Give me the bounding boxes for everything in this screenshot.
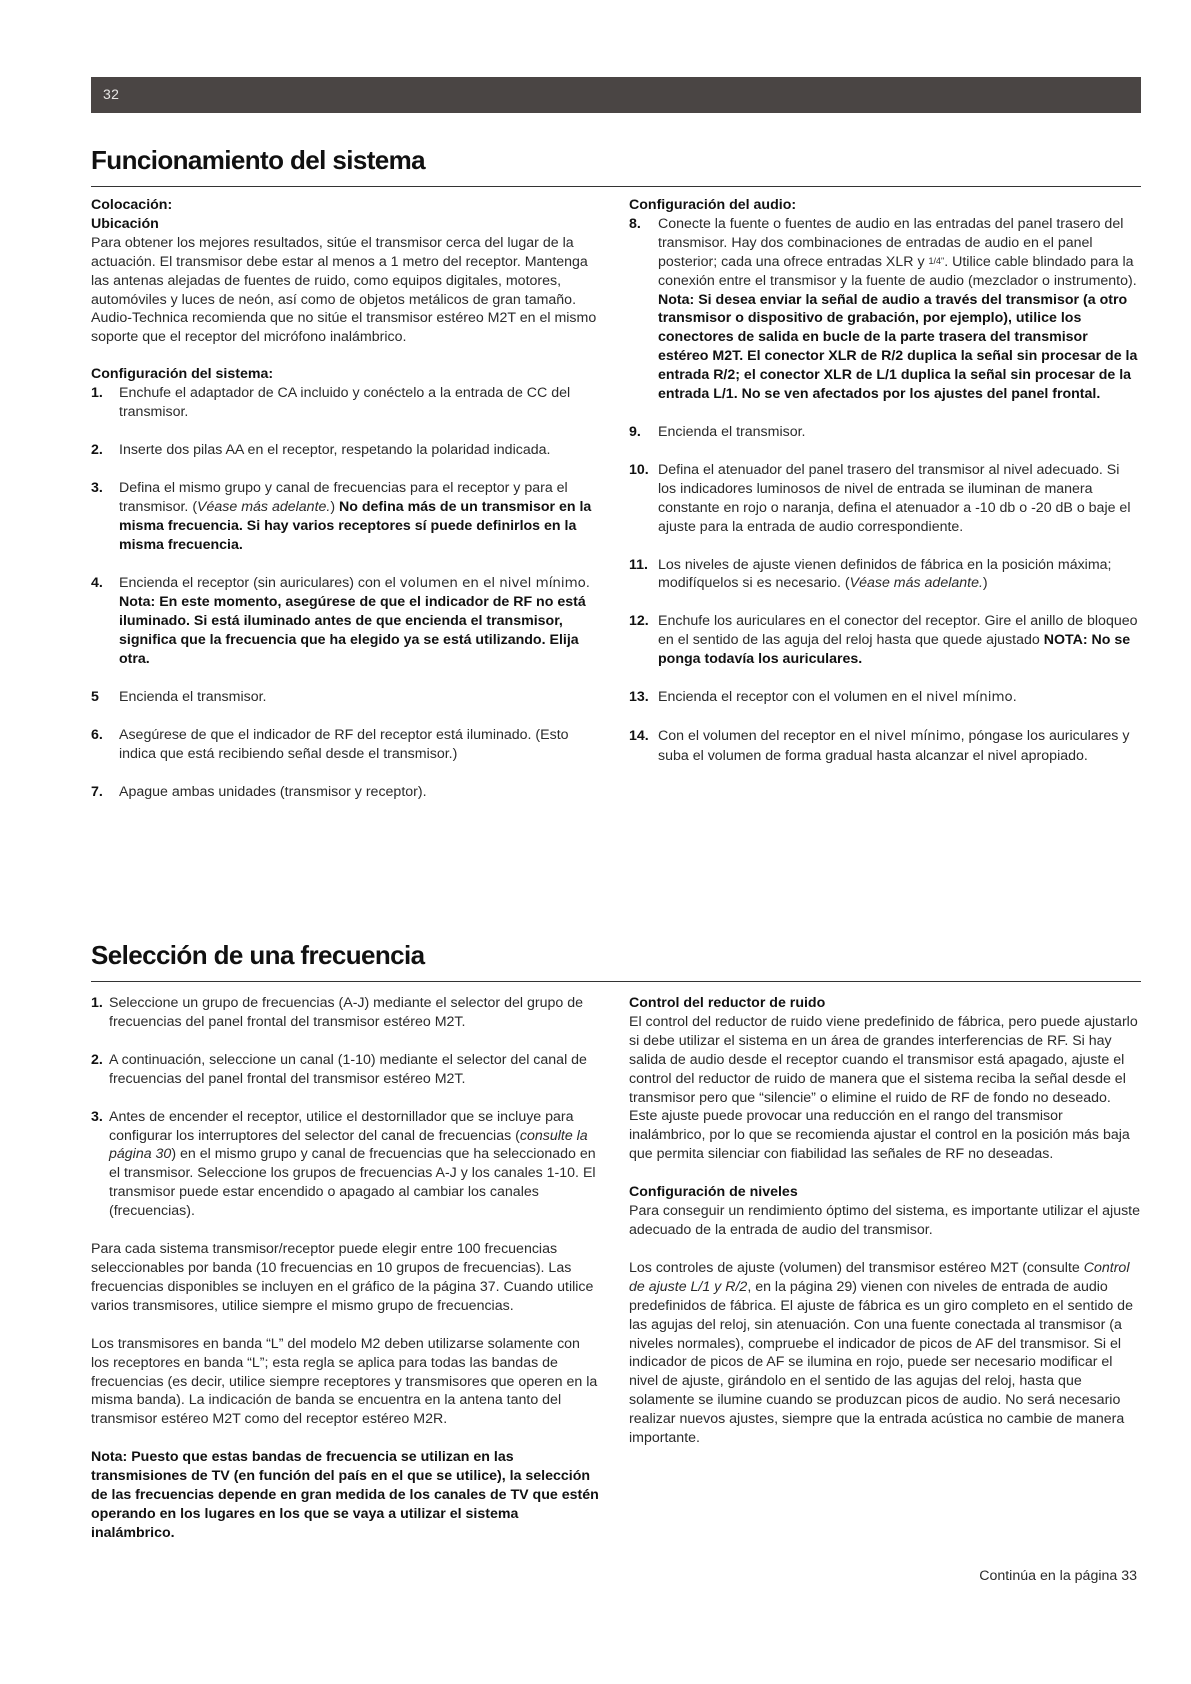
- list-item: [91, 479, 601, 555]
- step-number: 1.: [91, 385, 103, 402]
- list-item: [91, 441, 601, 460]
- step-text: A continuación, seleccione un canal (1-10) mediante el selector del canal de frecuencias del panel frontal del transmisor estéreo M2T.: [109, 1051, 587, 1087]
- list-item: [629, 215, 1141, 404]
- noise-control-paragraph: El control del reductor de ruido viene predefinido de fábrica, pero puede ajustarlo si debe utilizar el sistema en un área de grandes interferencias de RF. Si hay salida de audio desde el receptor cuando el transmisor está apagado, ajuste el control del reductor de ruido de manera que el sistema reciba la señal desde el transmisor pero que “silencie” o elimine el ruido de RF de fondo no deseado. Este ajuste puede provocar una reducción en el rango del transmisor inalámbrico, por lo que se recomienda ajustar el control en la posición más baja que permita silenciar con fiabilidad las señales de RF no deseadas.: [629, 1013, 1138, 1163]
- step-number: 12.: [629, 613, 649, 630]
- step-text: Encienda el transmisor.: [119, 689, 267, 706]
- location-paragraph: Para obtener los mejores resultados, sitúe el transmisor cerca del lugar de la actuación. El transmisor debe estar al menos a 1 metro del receptor. Mantenga las antenas alejadas de fuentes de ruido, como equipos digitales, motores, automóviles y luces de neón, así como de objetos metálicos de gran tamaño. Audio-Technica recomienda que no sitúe el transmisor estéreo M2T en el mismo soporte que el receptor del micrófono inalámbrico.: [91, 234, 597, 346]
- step-text: Inserte dos pilas AA en el receptor, respetando la polaridad indicada.: [119, 441, 551, 458]
- list-item: [91, 688, 601, 707]
- heading-noise-control: Control del reductor de ruido: [629, 995, 826, 1011]
- list-item: [91, 1108, 601, 1221]
- step-number: 1.: [91, 995, 103, 1011]
- heading-placement: Colocación:: [91, 197, 173, 213]
- step-number: 2.: [91, 441, 103, 458]
- step-text: Defina el mismo grupo y canal de frecuencias para el receptor y para el transmisor. (Véase más adelante.) No defina más de un transmisor en la misma frecuencia. Si hay varios receptores sí puede definirlos en la misma frecuencia.: [119, 479, 592, 553]
- step-number: 4.: [91, 574, 103, 591]
- section-title-system-operation: Funcionamiento del sistema: [91, 145, 426, 175]
- step-text: Enchufe los auriculares en el conector del receptor. Gire el anillo de bloqueo en el sentido de las aguja del reloj hasta que quede ajustado NOTA: No se ponga todavía los auriculares.: [658, 613, 1138, 668]
- heading-level-setup: Configuración de niveles: [629, 1184, 798, 1201]
- list-item: [91, 1051, 601, 1089]
- list-item: [629, 556, 1141, 594]
- step-text: Antes de encender el receptor, utilice el destornillador que se incluye para configurar los interruptores del selector del canal de frecuencias (consulte la página 30) en el mismo grupo y canal de frecuencias que ha seleccionado en el transmisor. Seleccione los grupos de frecuencias A-J y los canales 1-10. El transmisor puede estar encendido o apagado al cambiar los canales (frecuencias).: [109, 1108, 596, 1220]
- step-text: Apague ambas unidades (transmisor y receptor).: [119, 783, 427, 800]
- level-setup-paragraph: Para conseguir un rendimiento óptimo del sistema, es importante utilizar el ajuste adecuado de la entrada de audio del transmisor.: [629, 1203, 1141, 1238]
- step-number: 3.: [91, 479, 103, 496]
- section-divider: [91, 981, 1141, 982]
- list-item: [629, 423, 1141, 442]
- step-text: Enchufe el adaptador de CA incluido y conéctelo a la entrada de CC del transmisor.: [119, 385, 571, 421]
- step-number: 8.: [629, 215, 641, 232]
- step-text: Defina el atenuador del panel trasero del transmisor al nivel adecuado. Si los indicadores luminosos de nivel de entrada se iluminan de manera constante en rojo o naranja, defina el atenuador a -10 db o -20 dB o baje el ajuste para la entrada de audio correspondiente.: [658, 461, 1131, 535]
- page-number: 32: [103, 86, 120, 102]
- step-number: 3.: [91, 1108, 103, 1125]
- list-item: [629, 612, 1141, 669]
- section1-left-column: [91, 196, 601, 802]
- section-title-frequency-selection: Selección de una frecuencia: [91, 940, 425, 970]
- step-number: 10.: [629, 461, 649, 478]
- trim-controls-paragraph: Los controles de ajuste (volumen) del transmisor estéreo M2T (consulte Control de ajuste L/1 y R/2, en la página 29) vienen con niveles de entrada de audio predefinidos de fábrica. El ajuste de fábrica es un giro completo en el sentido de las agujas del reloj, sin atenuación. Con una fuente conectada al transmisor (a niveles normales), compruebe el indicador de picos de AF del transmisor. Si el indicador de picos de AF se ilumina en rojo, puede ser necesario modificar el nivel de ajuste, girándolo en el sentido de las agujas del reloj, hasta que solamente se ilumine cuando se produzcan picos de audio. No será necesario realizar nuevos ajustes, siempre que la entrada acústica no cambie de manera importante.: [629, 1259, 1133, 1447]
- heading-location: Ubicación: [91, 215, 159, 232]
- heading-audio-setup: Configuración del audio:: [629, 197, 797, 213]
- section-divider: [91, 186, 1141, 187]
- step-text: Encienda el transmisor.: [658, 423, 806, 440]
- step-text: Asegúrese de que el indicador de RF del receptor está iluminado. (Esto indica que está recibiendo señal desde el transmisor.): [119, 726, 569, 762]
- step-text: Los niveles de ajuste vienen definidos de fábrica en la posición máxima; modifíquelos si es necesario. (Véase más adelante.): [658, 556, 1112, 592]
- step-number: 6.: [91, 726, 103, 743]
- step-text: Seleccione un grupo de frecuencias (A-J) mediante el selector del grupo de frecuencias del panel frontal del transmisor estéreo M2T.: [109, 995, 583, 1030]
- list-item: [629, 727, 1141, 766]
- list-item: [91, 574, 601, 670]
- step-number: 7.: [91, 783, 103, 800]
- list-item: [91, 994, 601, 1032]
- list-item: [629, 461, 1141, 537]
- step-text: Conecte la fuente o fuentes de audio en las entradas del panel trasero del transmisor. Hay dos combinaciones de entradas de audio en el panel posterior; cada una ofrece entradas XLR y $^{1/4"}$. Utilice cable blindado para la conexión entre el transmisor y la fuente de audio (mezclador o instrumento). Nota: Si desea enviar la señal de audio a través del transmisor (a otro transmisor o dispositivo de grabación, por ejemplo), utilice los conectores de salida en bucle de la parte trasera del transmisor estéreo M2T. El conector XLR de R/2 duplica la señal sin procesar de la entrada R/2; el conector XLR de L/1 duplica la señal sin procesar de la entrada L/1. No se ven afectados por los ajustes del panel frontal.: [658, 215, 1138, 403]
- section1-right-column: [629, 196, 1141, 766]
- step-number: 14.: [629, 727, 649, 744]
- step-text: Encienda el receptor (sin auriculares) con el volumen en el nivel mínimo. Nota: En este momento, asegúrese de que el indicador de RF no está iluminado. Si está iluminado antes de que encienda el transmisor, significa que la frecuencia que ha elegido ya se está utilizando. Elija otra.: [119, 574, 590, 668]
- tv-band-note: Nota: Puesto que estas bandas de frecuencia se utilizan en las transmisiones de TV (en función del país en el que se utilice), la selección de las frecuencias depende en gran medida de los canales de TV que estén operando en los lugares en los que se vaya a utilizar el sistema inalámbrico.: [91, 1449, 599, 1541]
- list-item: [91, 384, 601, 422]
- section2-left-column: [91, 994, 601, 1543]
- section2-right-column: [629, 994, 1141, 1448]
- frequency-availability-paragraph: Para cada sistema transmisor/receptor puede elegir entre 100 frecuencias seleccionables por banda (10 frecuencias en 10 grupos de frecuencias). Las frecuencias disponibles se incluyen en el gráfico de la página 37. Cuando utilice varios transmisores, utilice siempre el mismo grupo de frecuencias.: [91, 1241, 594, 1314]
- step-number: 9.: [629, 423, 641, 440]
- step-number: 11.: [629, 556, 648, 573]
- band-compatibility-paragraph: Los transmisores en banda “L” del modelo M2 deben utilizarse solamente con los receptores en banda “L”; esta regla se aplica para todas las bandas de frecuencias (es decir, utilice siempre receptores y transmisores que operen en la misma banda). La indicación de banda se encuentra en la antena tanto del transmisor estéreo M2T como del receptor estéreo M2R.: [91, 1335, 598, 1428]
- page-header-bar: [91, 77, 1141, 113]
- step-number: 13.: [629, 689, 649, 706]
- heading-system-setup: Configuración del sistema:: [91, 366, 274, 383]
- list-item: [91, 783, 601, 802]
- continued-on-page-link: Continúa en la página 33: [979, 1568, 1137, 1584]
- step-text: Encienda el receptor con el volumen en el nivel mínimo.: [658, 689, 1017, 706]
- step-number: 5: [91, 689, 99, 706]
- step-text: Con el volumen del receptor en el nivel mínimo, póngase los auriculares y suba el volumen de forma gradual hasta alcanzar el nivel apropiado.: [658, 727, 1130, 764]
- step-number: 2.: [91, 1051, 103, 1068]
- list-item: [629, 688, 1141, 708]
- list-item: [91, 726, 601, 764]
